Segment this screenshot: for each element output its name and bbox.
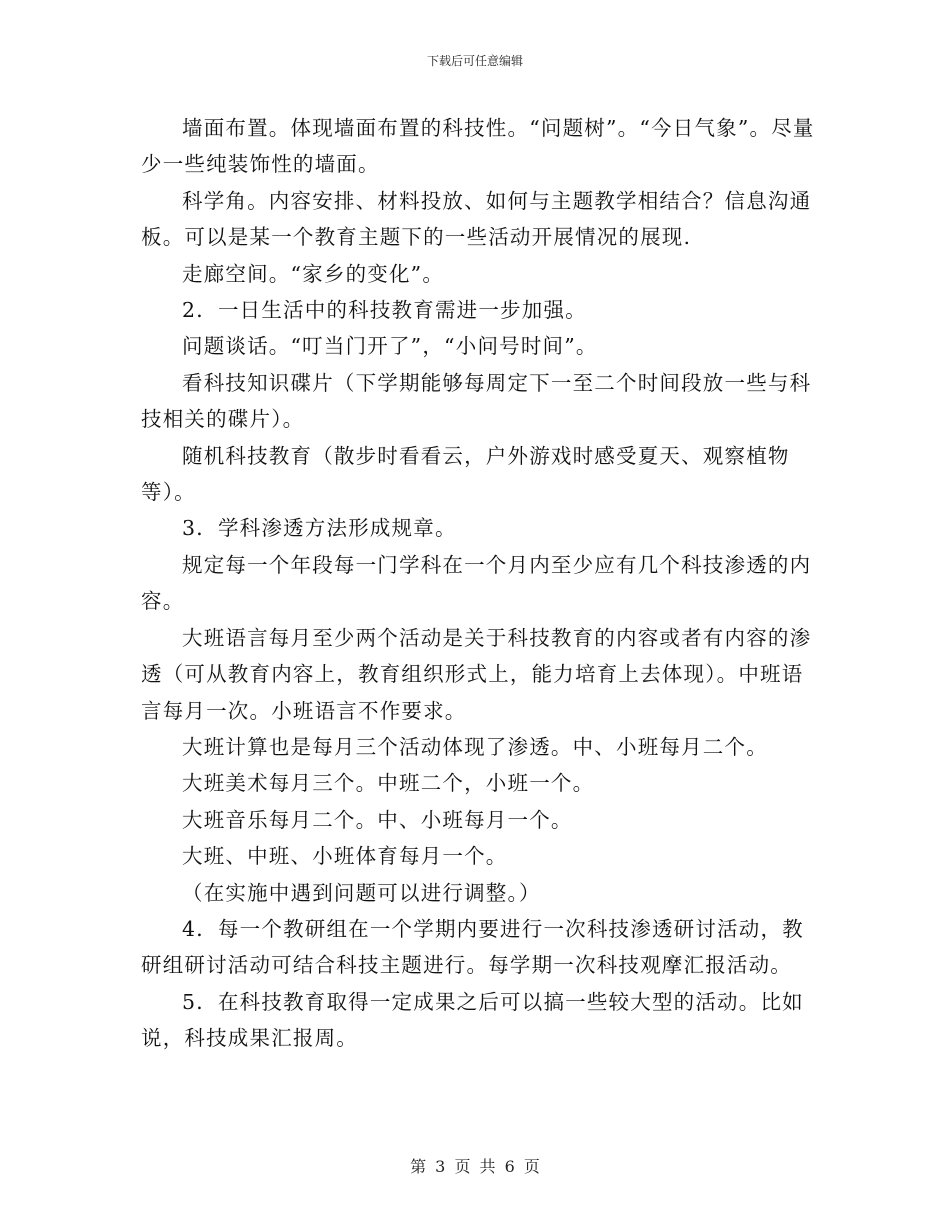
paragraph-question-talk: 问题谈话。“叮当门开了”，“小问号时间”。 bbox=[182, 334, 598, 359]
paragraph-rule: 规定每一个年段每一门学科在一个月内至少应有几个科技渗透的内容。 bbox=[141, 552, 812, 614]
paragraph-art: 大班美术每月三个。中班二个，小班一个。 bbox=[182, 771, 595, 796]
paragraph-music: 大班音乐每月二个。中、小班每月一个。 bbox=[182, 807, 573, 832]
page-header: 下载后可任意编辑 bbox=[426, 54, 523, 68]
paragraph-point-2: 2．一日生活中的科技教育需进一步加强。 bbox=[182, 298, 587, 323]
paragraph-point-4: 4．每一个教研组在一个学期内要进行一次科技渗透研讨活动，教研组研讨活动可结合科技主题进行。每学期一次科技观摩汇报活动。 bbox=[141, 916, 804, 978]
paragraph-random-education: 随机科技教育（散步时看看云，户外游戏时感受夏天、观察植物等）。 bbox=[141, 443, 790, 505]
paragraph-math: 大班计算也是每月三个活动体现了渗透。中、小班每月二个。 bbox=[182, 734, 768, 759]
paragraph-pe: 大班、中班、小班体育每月一个。 bbox=[182, 844, 508, 869]
paragraph-science-corner: 科学角。内容安排、材料投放、如何与主题教学相结合？信息沟通板。可以是某一个教育主题下的一些活动开展情况的展现. bbox=[141, 188, 812, 250]
document-body bbox=[141, 110, 821, 1057]
paragraph-adjustment-note: （在实施中遇到问题可以进行调整。） bbox=[182, 880, 541, 905]
paragraph-language: 大班语言每月至少两个活动是关于科技教育的内容或者有内容的渗透（可从教育内容上，教育组织形式上，能力培育上去体现）。中班语言每月一次。小班语言不作要求。 bbox=[141, 625, 812, 723]
paragraph-point-3: 3．学科渗透方法形成规章。 bbox=[182, 516, 457, 541]
page-footer: 第 3 页 共 6 页 bbox=[410, 1157, 540, 1176]
paragraph-wall-layout: 墙面布置。体现墙面布置的科技性。“问题树”。“今日气象”。尽量少一些纯装饰性的墙面。 bbox=[141, 116, 815, 177]
paragraph-point-5: 5．在科技教育取得一定成果之后可以搞一些较大型的活动。比如说，科技成果汇报周。 bbox=[141, 989, 804, 1051]
paragraph-discs: 看科技知识碟片（下学期能够每周定下一至二个时间段放一些与科技相关的碟片）。 bbox=[141, 370, 812, 432]
paragraph-corridor: 走廊空间。“家乡的变化”。 bbox=[182, 261, 445, 286]
